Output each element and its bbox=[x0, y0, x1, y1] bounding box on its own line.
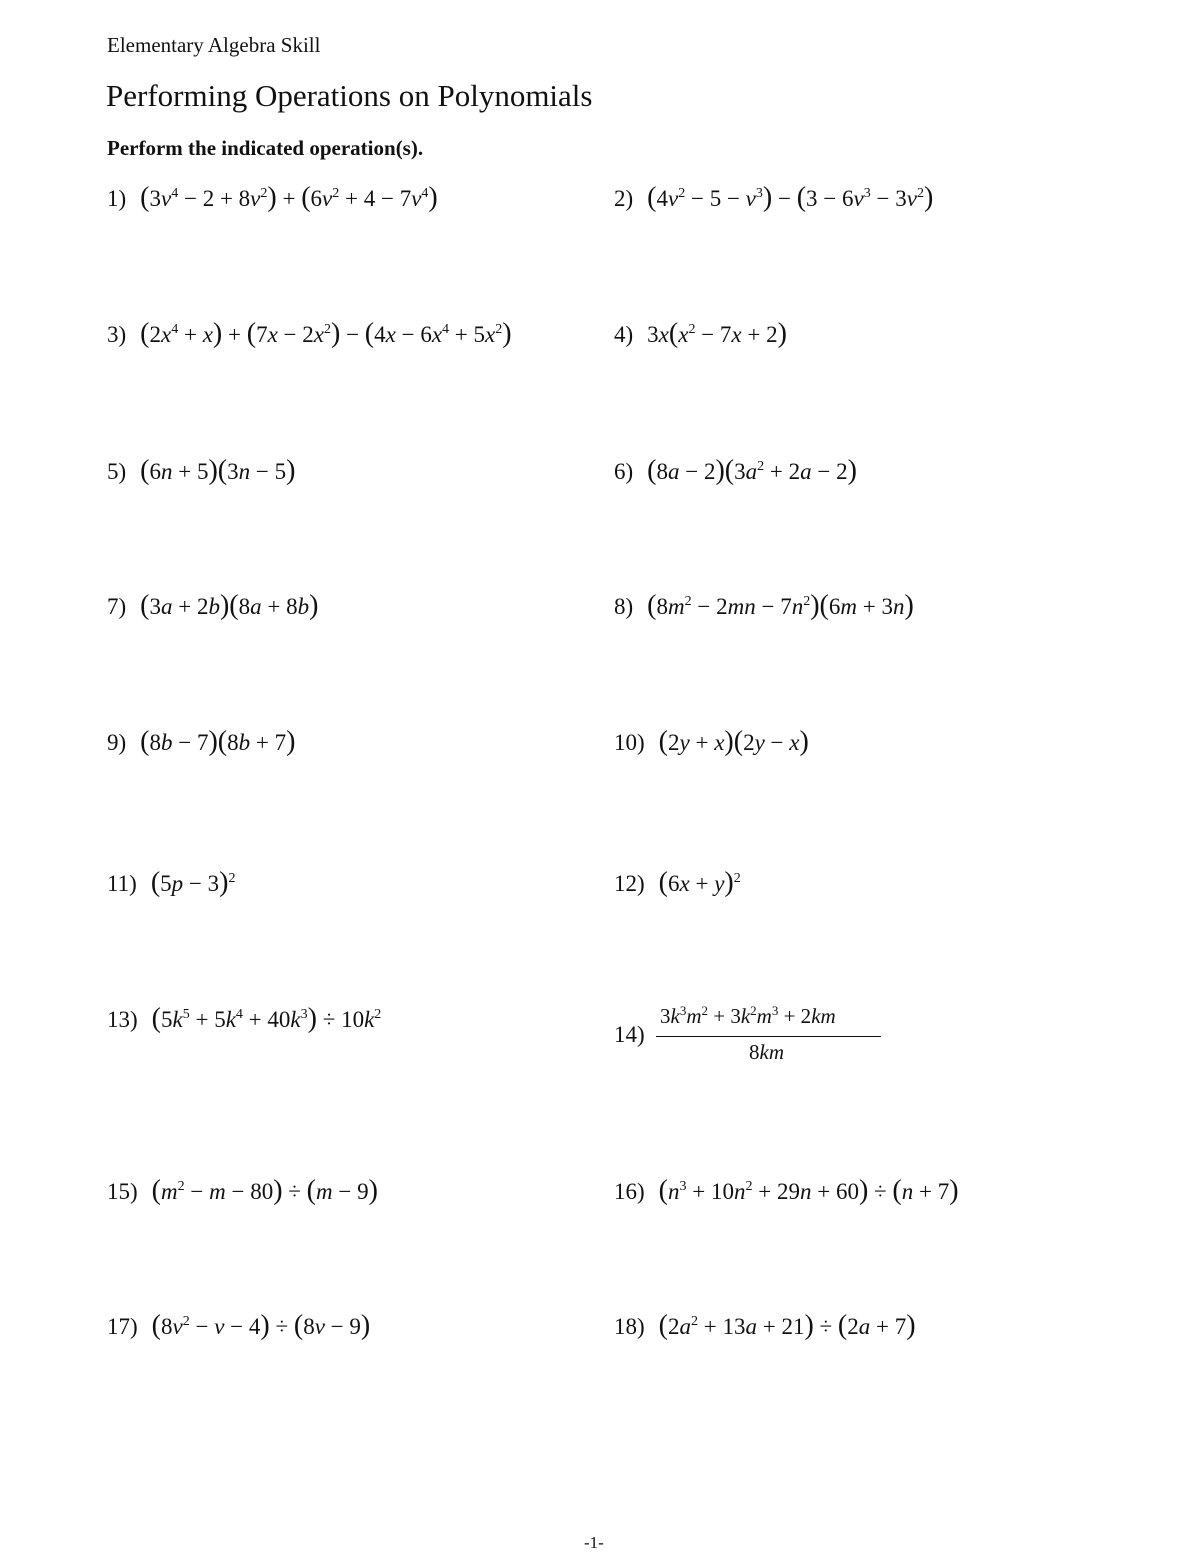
problem-number: 7) bbox=[107, 594, 127, 619]
problem-number: 3) bbox=[107, 322, 127, 347]
problem-10: 10) (2y + x)(2y − x) bbox=[614, 726, 809, 757]
problem-4: 4) $3x(x^2 - 7x + 2)$ bbox=[614, 318, 787, 349]
problem-3: 3) $(2x^4 + x) + (7x - 2x^2) - (4x - 6x^4 + 5x^2)$ bbox=[107, 318, 512, 349]
problem-number: 12) bbox=[614, 871, 645, 896]
problem-5: 5) (6n + 5)(3n − 5) bbox=[107, 455, 296, 486]
problem-14 bbox=[614, 1023, 659, 1046]
problem-number: 2) bbox=[614, 186, 634, 211]
problem-1: 1) $(3v^4 - 2 + 8v^2) + (6v^2 + 4 - 7v^4)$ bbox=[107, 182, 438, 213]
page-number: -1- bbox=[584, 1533, 604, 1552]
problem-number: 9) bbox=[107, 730, 127, 755]
problem-6: 6) $(8a - 2)(3a^2 + 2a - 2)$ bbox=[614, 455, 857, 486]
problem-15: 15) $(m^2 - m - 80) \div (m - 9)$ bbox=[107, 1175, 378, 1206]
problem-number: 5) bbox=[107, 459, 127, 484]
problem-18: 18) $(2a^2 + 13a + 21) \div (2a + 7)$ bbox=[614, 1310, 916, 1341]
problem-16: 16) $(n^3 + 10n^2 + 29n + 60) \div (n + 7)$ bbox=[614, 1175, 959, 1206]
problem-12: 12) $(6x + y)^2$ bbox=[614, 867, 741, 898]
problem-number: 4) bbox=[614, 322, 634, 347]
fraction-numerator: $3k^3m^2 + 3k^2m^3 + 2km$ bbox=[660, 1003, 836, 1028]
problem-number: 6) bbox=[614, 459, 634, 484]
worksheet-title: Performing Operations on Polynomials bbox=[106, 78, 593, 113]
worksheet-subject: Elementary Algebra Skill bbox=[107, 33, 321, 57]
problem-number: 13) bbox=[107, 1007, 138, 1032]
problem-number: 14) bbox=[614, 1022, 645, 1047]
problem-9: 9) (8b − 7)(8b + 7) bbox=[107, 726, 296, 757]
problem-8: 8) $(8m^2 - 2mn - 7n^2)(6m + 3n)$ bbox=[614, 590, 914, 621]
problem-2: 2) $(4v^2 - 5 - v^3) - (3 - 6v^3 - 3v^2)$ bbox=[614, 182, 934, 213]
problem-number: 11) bbox=[107, 871, 137, 896]
problem-13: 13) $(5k^5 + 5k^4 + 40k^3) \div 10k^2$ bbox=[107, 1003, 382, 1034]
problem-number: 15) bbox=[107, 1179, 138, 1204]
problem-number: 10) bbox=[614, 730, 645, 755]
problem-7: 7) (3a + 2b)(8a + 8b) bbox=[107, 590, 319, 621]
problem-number: 17) bbox=[107, 1314, 138, 1339]
instructions: Perform the indicated operation(s). bbox=[107, 136, 424, 160]
problem-11: 11) $(5p - 3)^2$ bbox=[107, 867, 236, 898]
problem-number: 8) bbox=[614, 594, 634, 619]
problem-number: 18) bbox=[614, 1314, 645, 1339]
problem-17: 17) $(8v^2 - v - 4) \div (8v - 9)$ bbox=[107, 1310, 371, 1341]
fraction-denominator: 8km bbox=[749, 1040, 784, 1064]
problem-number: 1) bbox=[107, 186, 127, 211]
fraction-bar bbox=[656, 1036, 881, 1037]
problem-number: 16) bbox=[614, 1179, 645, 1204]
